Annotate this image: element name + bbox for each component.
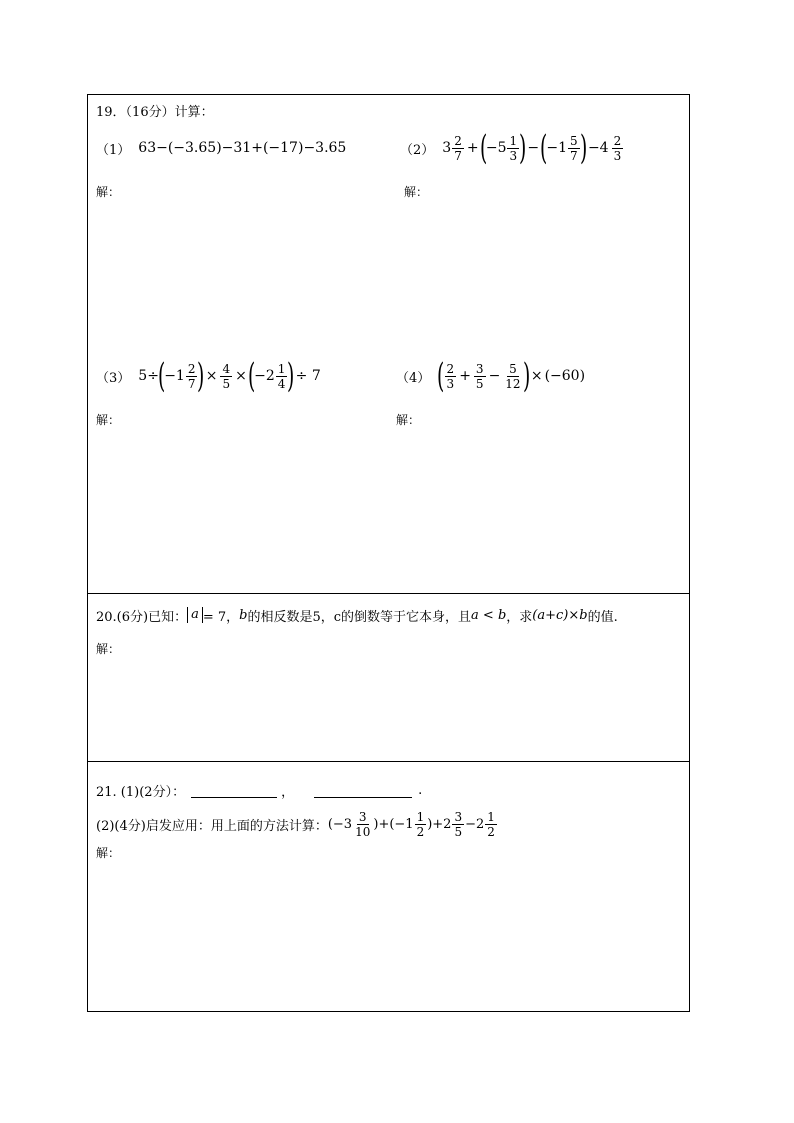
question-20-section bbox=[88, 594, 689, 762]
period: . bbox=[418, 782, 423, 798]
operator: + bbox=[466, 140, 479, 156]
problem-label: （1） bbox=[96, 142, 131, 158]
problem-label: （4） bbox=[396, 370, 431, 386]
expr-part: −60 bbox=[550, 368, 580, 384]
whole-number: −2 bbox=[254, 368, 275, 384]
expr-part: )+(−1 bbox=[373, 816, 414, 832]
fraction: $\frac{5}{12}$ bbox=[505, 361, 521, 391]
expr-part: 5÷ bbox=[138, 368, 159, 384]
question-19-section bbox=[88, 95, 689, 594]
operator: × bbox=[235, 368, 247, 384]
condition: a < b bbox=[471, 607, 507, 623]
expr-part: −2 bbox=[465, 816, 485, 832]
expr-part: 63− bbox=[138, 140, 168, 156]
answer-label: 解： bbox=[96, 413, 121, 427]
problem-19-4 bbox=[396, 357, 585, 395]
worksheet-table bbox=[87, 94, 690, 1012]
comma: ， bbox=[281, 784, 295, 800]
fraction: $\frac{1}{2}$ bbox=[416, 809, 425, 839]
paren-close: ) bbox=[297, 140, 304, 156]
question-21-part1 bbox=[96, 780, 422, 800]
fraction: $\frac{3}{5}$ bbox=[475, 361, 484, 391]
expr-part: −31+ bbox=[221, 140, 263, 156]
question-19-heading: 19．（16分）计算： bbox=[96, 105, 214, 120]
problem-label: （2） bbox=[400, 142, 435, 158]
answer-label: 解： bbox=[404, 185, 429, 199]
problem-19-1 bbox=[96, 135, 346, 161]
whole-number: −1 bbox=[546, 140, 568, 156]
operator: × bbox=[205, 368, 218, 384]
big-paren-close: ) bbox=[287, 356, 295, 396]
expr-part: −17 bbox=[268, 140, 298, 156]
expr-part: (−3 bbox=[327, 816, 353, 832]
problem-label: （3） bbox=[96, 370, 131, 386]
paren-open: ( bbox=[544, 368, 551, 384]
target-expression: (a+c)×b bbox=[532, 607, 588, 623]
question-21-prefix: 21. (1)(2分）： bbox=[96, 784, 186, 800]
variable-b: b bbox=[239, 607, 248, 623]
big-paren-open: ( bbox=[479, 128, 487, 168]
answer-blank-2[interactable] bbox=[314, 783, 412, 798]
whole-number: −5 bbox=[485, 140, 507, 156]
expr-part: ，求 bbox=[506, 609, 533, 625]
absolute-value-a: a bbox=[187, 607, 203, 623]
big-paren-close: ) bbox=[519, 128, 527, 168]
fraction: $\frac{1}{4}$ bbox=[277, 361, 286, 391]
problem-19-2 bbox=[400, 129, 624, 167]
big-paren-close: ) bbox=[522, 356, 530, 396]
fraction: $\frac{5}{7}$ bbox=[570, 133, 578, 163]
expr-part: 的相反数是5，c的倒数等于它本身，且 bbox=[247, 609, 472, 625]
big-paren-close: ) bbox=[197, 356, 205, 396]
expr-part: = 7， bbox=[202, 609, 240, 625]
operator: − bbox=[488, 368, 501, 384]
question-21-section bbox=[88, 762, 689, 1011]
expr-part: −3.65 bbox=[303, 140, 347, 156]
big-paren-open: ( bbox=[437, 356, 445, 396]
fraction: $\frac{3}{10}$ bbox=[355, 809, 371, 839]
paren-open: ( bbox=[262, 140, 269, 156]
paren-close: ) bbox=[216, 140, 222, 156]
question-20-prefix: 20.(6分)已知： bbox=[96, 609, 188, 625]
expr-part: )+2 bbox=[427, 816, 452, 832]
whole-number: −1 bbox=[164, 368, 185, 384]
operator: ÷ 7 bbox=[295, 368, 321, 384]
fraction: $\frac{2}{3}$ bbox=[613, 133, 622, 163]
question-21-part2-prefix: (2)(4分)启发应用：用上面的方法计算： bbox=[96, 818, 328, 834]
fraction: $\frac{1}{3}$ bbox=[509, 133, 518, 163]
big-paren-open: ( bbox=[540, 128, 548, 168]
whole-number: 3 bbox=[442, 140, 452, 156]
operator: − bbox=[527, 140, 540, 156]
paren-open: ( bbox=[167, 140, 174, 156]
expr-part: 的值. bbox=[587, 609, 618, 625]
operator: + bbox=[459, 368, 471, 384]
fraction: $\frac{4}{5}$ bbox=[222, 361, 231, 391]
big-paren-open: ( bbox=[247, 356, 256, 396]
fraction: $\frac{1}{2}$ bbox=[487, 809, 495, 839]
answer-label: 解： bbox=[96, 642, 121, 656]
operator: −4 bbox=[587, 140, 609, 156]
answer-blank-1[interactable] bbox=[191, 783, 277, 798]
question-21-part2 bbox=[96, 806, 498, 842]
fraction: $\frac{2}{7}$ bbox=[187, 361, 196, 391]
answer-label: 解： bbox=[396, 413, 421, 427]
big-paren-open: ( bbox=[157, 356, 166, 396]
problem-19-3 bbox=[96, 357, 323, 395]
fraction: $\frac{2}{7}$ bbox=[454, 133, 462, 163]
fraction: $\frac{3}{5}$ bbox=[454, 809, 463, 839]
operator: × bbox=[530, 368, 543, 384]
expr-part: −3.65 bbox=[173, 140, 217, 156]
question-20-text bbox=[96, 604, 618, 626]
big-paren-close: ) bbox=[579, 128, 587, 168]
fraction: $\frac{2}{3}$ bbox=[446, 361, 455, 391]
answer-label: 解： bbox=[96, 846, 121, 860]
answer-label: 解： bbox=[96, 185, 121, 199]
paren-close: ) bbox=[579, 368, 586, 384]
